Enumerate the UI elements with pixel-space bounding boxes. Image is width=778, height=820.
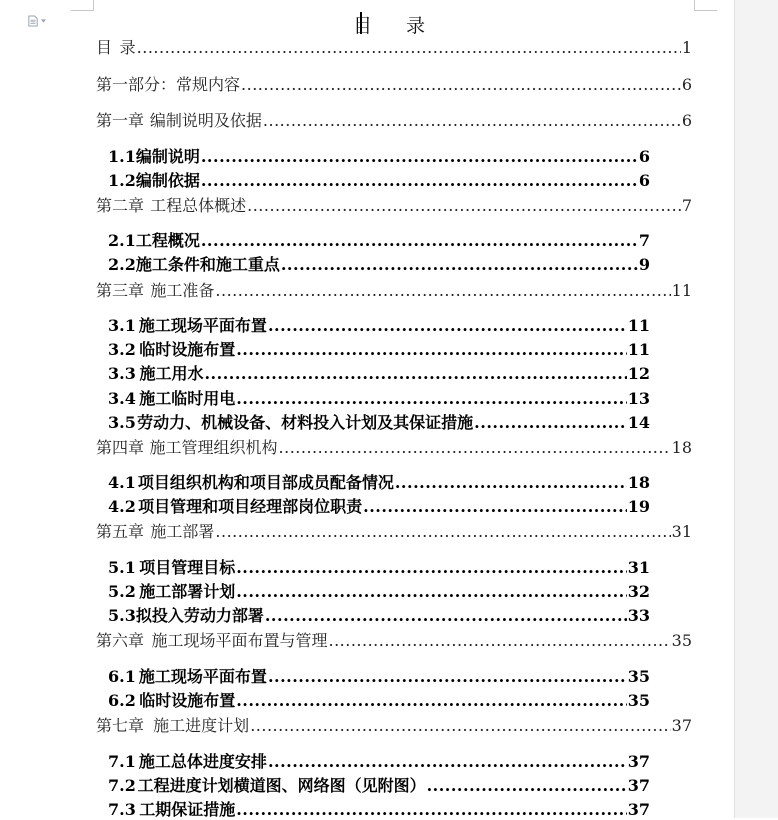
toc-entry[interactable] <box>108 776 650 796</box>
toc-entry-page: 18 <box>627 473 650 492</box>
toc-entry-number: 3.4 <box>108 389 136 408</box>
toc-entry-text: 编制依据 <box>135 171 200 190</box>
toc-entry-page: 14 <box>627 413 650 432</box>
toc-entry-page: 1 <box>681 38 692 57</box>
toc-entry-page: 37 <box>627 800 650 819</box>
toc-entry-page: 7 <box>638 231 650 250</box>
toc-entry-text: 施工准备 <box>150 281 215 300</box>
toc-entry-number: 3.2 <box>108 340 136 359</box>
margin-corner-top-left <box>71 0 94 11</box>
toc-leader <box>395 473 627 493</box>
toc-entry[interactable] <box>108 497 650 517</box>
toc-entry-page: 6 <box>681 111 692 130</box>
toc-entry-text: 施工条件和施工重点 <box>135 255 280 274</box>
toc-entry-page: 35 <box>627 667 650 686</box>
toc-entry-page: 31 <box>627 558 650 577</box>
toc-entry-text: 施工现场平面布置 <box>138 667 267 686</box>
toc-entry-page: 9 <box>638 255 650 274</box>
toc-entry-number: 6.2 <box>108 691 136 710</box>
toc-entry[interactable] <box>108 340 650 360</box>
toc-leader <box>236 582 627 602</box>
toc-entry[interactable] <box>108 606 650 626</box>
toc-entry[interactable] <box>96 522 692 542</box>
toc-entry-page: 33 <box>627 606 650 625</box>
toc-entry[interactable] <box>108 752 650 772</box>
toc-entry-text: 编制说明 <box>135 147 200 166</box>
toc-entry-page: 37 <box>671 716 692 735</box>
toc-entry-number: 3.1 <box>108 316 136 335</box>
toc-leader <box>247 196 681 216</box>
toc-entry-number: 1.2 <box>108 171 136 190</box>
toc-entry-number: 6.1 <box>108 667 136 686</box>
toc-leader <box>241 75 681 95</box>
toc-entry[interactable] <box>108 582 650 602</box>
toc-entry-text: 录 <box>119 38 136 57</box>
toc-entry[interactable] <box>108 255 650 275</box>
toc-leader <box>215 522 670 542</box>
toc-leader <box>328 631 670 651</box>
toc-entry-number: 4.2 <box>108 497 136 516</box>
toc-entry[interactable] <box>108 691 650 711</box>
toc-entry-page: 37 <box>627 752 650 771</box>
toc-entry-number: 7.3 <box>108 800 136 819</box>
toc-entry-text: 施工总体进度安排 <box>138 752 267 771</box>
toc-leader <box>268 667 627 687</box>
toc-entry-number: 第七章 <box>96 716 145 735</box>
toc-entry-text: 工程进度计划横道图、网络图（见附图） <box>137 776 426 795</box>
toc-entry-page: 31 <box>671 522 692 541</box>
toc-entry-text: 临时设施布置 <box>139 691 236 710</box>
toc-leader <box>265 606 627 626</box>
toc-title: 目 录 <box>352 15 440 37</box>
toc-entry-text: 施工用水 <box>139 364 204 383</box>
toc-entry-text: 施工管理组织机构 <box>149 438 278 457</box>
toc-entry-number: 7.2 <box>108 776 136 795</box>
toc-entry[interactable] <box>108 147 650 167</box>
toc-entry[interactable] <box>96 631 692 651</box>
toc-leader <box>215 281 670 301</box>
toc-entry[interactable] <box>108 800 650 820</box>
toc-entry-text: 施工现场平面布置与管理 <box>151 631 328 650</box>
toc-entry[interactable] <box>108 473 650 493</box>
toc-leader <box>268 316 627 336</box>
toc-entry-number: 1.1 <box>108 147 136 166</box>
toc-entry[interactable] <box>96 75 692 95</box>
toc-leader <box>236 389 627 409</box>
toc-leader <box>201 231 638 251</box>
toc-entry[interactable] <box>96 281 692 301</box>
toc-entry[interactable] <box>96 438 692 458</box>
toc-entry-page: 13 <box>627 389 650 408</box>
toc-entry-page: 11 <box>627 316 650 335</box>
toc-leader <box>268 752 627 772</box>
toc-entry-number: 目 <box>96 38 113 57</box>
toc-entry-number: 第五章 <box>96 522 145 541</box>
toc-entry-text: 项目管理目标 <box>139 558 236 577</box>
toc-entry-text: 施工现场平面布置 <box>138 316 267 335</box>
toc-entry[interactable] <box>96 716 692 736</box>
toc-entry-page: 35 <box>671 631 692 650</box>
toc-entry[interactable] <box>108 231 650 251</box>
toc-entry[interactable] <box>108 389 650 409</box>
toc-entry-text: 项目管理和项目经理部岗位职责 <box>138 497 363 516</box>
toc-entry-number: 7.1 <box>108 752 136 771</box>
toc-leader <box>427 776 627 796</box>
toc-leader <box>137 38 681 58</box>
toc-entry-page: 12 <box>627 364 650 383</box>
toc-leader <box>236 558 627 578</box>
toc-entry-number: 5.1 <box>108 558 136 577</box>
toc-entry[interactable] <box>108 558 650 578</box>
toc-entry-text: 工期保证措施 <box>139 800 236 819</box>
toc-leader <box>236 340 627 360</box>
toc-leader <box>201 171 638 191</box>
toc-entry[interactable] <box>108 364 650 384</box>
toc-entry[interactable] <box>96 38 692 58</box>
margin-corner-top-right <box>694 0 717 11</box>
toc-entry-number: 第六章 <box>96 631 145 650</box>
toc-entry-number: 第二章 <box>96 196 145 215</box>
toc-leader <box>474 413 627 433</box>
toc-entry-number: 第一章 <box>96 111 145 130</box>
toc-entry-number: 2.1 <box>108 231 136 250</box>
toc-entry[interactable] <box>108 316 650 336</box>
toc-entry-text: 拟投入劳动力部署 <box>135 606 264 625</box>
toc-entry[interactable] <box>96 111 692 131</box>
toc-entry-number: 4.1 <box>108 473 136 492</box>
toc-entry-page: 19 <box>627 497 650 516</box>
toc-entry[interactable] <box>108 171 650 191</box>
toc-entry-number: 第四章 <box>96 438 145 457</box>
toc-leader <box>281 255 638 275</box>
toc-entry-number: 5.3 <box>108 606 136 625</box>
toc-entry-page: 11 <box>671 281 692 300</box>
toc-entry-text: 劳动力、机械设备、材料投入计划及其保证措施 <box>137 413 474 432</box>
toc-entry-page: 7 <box>681 196 692 215</box>
toc-entry-page: 6 <box>681 75 692 94</box>
toc-entry-page: 6 <box>638 147 650 166</box>
toc-entry-text: 工程概况 <box>135 231 200 250</box>
toc-leader <box>250 716 670 736</box>
toc-entry[interactable] <box>108 413 650 433</box>
toc-entry-number: 3.3 <box>108 364 136 383</box>
toc-entry-page: 37 <box>627 776 650 795</box>
page-gutter <box>734 0 778 818</box>
toc-entry[interactable] <box>96 196 692 216</box>
toc-leader <box>236 691 627 711</box>
toc-leader <box>204 364 626 384</box>
toc-entry-number: 第三章 <box>96 281 145 300</box>
toc-entry-page: 11 <box>627 340 650 359</box>
toc-entry-number: 3.5 <box>108 413 136 432</box>
toc-entry-text: 施工部署计划 <box>139 582 236 601</box>
toc-entry-number: 2.2 <box>108 255 136 274</box>
toc-entry-text: 施工临时用电 <box>139 389 236 408</box>
toc-entry-page: 18 <box>671 438 692 457</box>
toc-entry-number: 5.2 <box>108 582 136 601</box>
toc-entry-page: 6 <box>638 171 650 190</box>
toc-entry[interactable] <box>108 667 650 687</box>
toc-entry-page: 35 <box>627 691 650 710</box>
toc-entry-text: 临时设施布置 <box>139 340 236 359</box>
toc-entry-page: 32 <box>627 582 650 601</box>
toc-leader <box>201 147 638 167</box>
toc-entry-text: 施工部署 <box>150 522 215 541</box>
toc-entry-text: 项目组织机构和项目部成员配备情况 <box>137 473 394 492</box>
toc-leader <box>363 497 627 517</box>
toc-entry-text: 工程总体概述 <box>150 196 247 215</box>
toc-entry-text: 施工进度计划 <box>153 716 250 735</box>
toc-leader <box>236 800 627 820</box>
toc-entry-text: 第一部分：常规内容 <box>96 75 241 94</box>
toc-leader <box>279 438 671 458</box>
toc-entry-text: 编制说明及依据 <box>149 111 262 130</box>
toc-leader <box>263 111 681 131</box>
